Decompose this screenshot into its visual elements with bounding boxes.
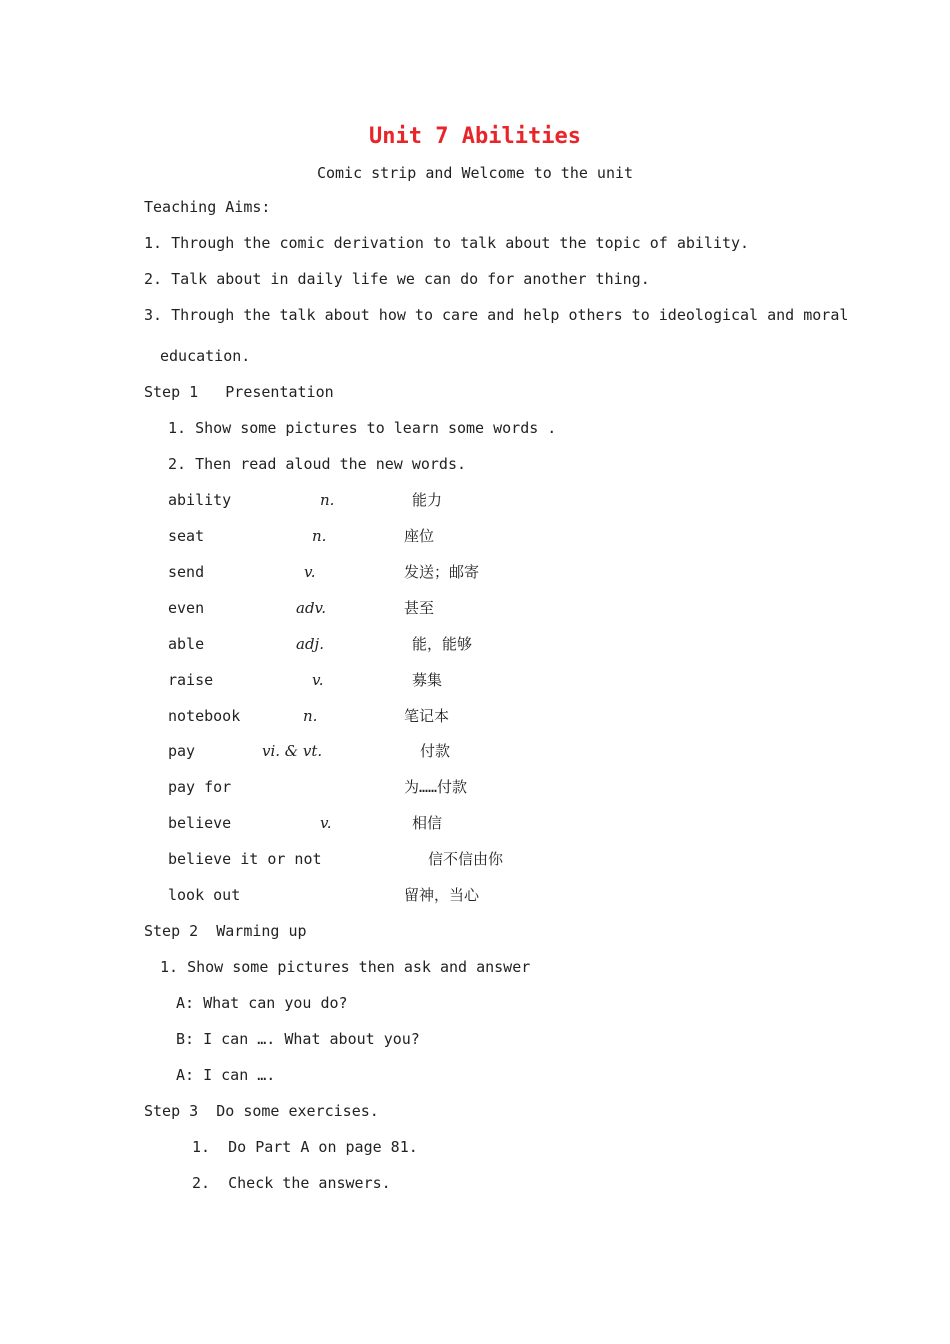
vocab-word: notebook — [168, 707, 241, 725]
vocab-word: ability — [168, 491, 232, 509]
step3-item-1: 1. Do Part A on page 81. — [192, 1138, 418, 1156]
vocab-word: send — [168, 563, 205, 581]
step3-heading: Step 3 Do some exercises. — [144, 1102, 379, 1120]
vocab-word: raise — [168, 671, 214, 689]
vocab-meaning: 甚至 — [404, 599, 435, 617]
aim-item-2: 2. Talk about in daily life we can do for another thing. — [144, 270, 650, 288]
document-title: Unit 7 Abilities — [369, 124, 581, 149]
vocab-pos: v. — [320, 814, 332, 832]
vocab-meaning: 笔记本 — [404, 707, 450, 725]
vocab-word: pay for — [168, 778, 232, 796]
vocab-meaning: 发送；邮寄 — [404, 563, 480, 581]
vocab-meaning: 信不信由你 — [428, 850, 504, 868]
vocab-pos: n. — [320, 491, 335, 509]
dialogue-line-b: B: I can …. What about you? — [176, 1030, 420, 1048]
vocab-word: seat — [168, 527, 205, 545]
step2-heading: Step 2 Warming up — [144, 922, 307, 940]
vocab-meaning: 留神，当心 — [404, 886, 480, 904]
vocab-pos: v. — [312, 671, 324, 689]
vocab-meaning: 座位 — [404, 527, 435, 545]
step2-item-1: 1. Show some pictures then ask and answer — [160, 958, 531, 976]
vocab-meaning: 能，能够 — [412, 635, 473, 653]
vocab-pos: n. — [303, 707, 318, 725]
vocab-pos: v. — [304, 563, 316, 581]
step1-item-1: 1. Show some pictures to learn some words . — [168, 419, 557, 437]
vocab-pos: adj. — [296, 635, 324, 653]
step3-item-2: 2. Check the answers. — [192, 1174, 391, 1192]
aims-heading: Teaching Aims: — [144, 198, 271, 216]
vocab-meaning: 相信 — [412, 814, 443, 832]
vocab-meaning: 为……付款 — [404, 778, 468, 796]
vocab-pos: n. — [312, 527, 327, 545]
vocab-pos: adv. — [296, 599, 327, 617]
vocab-pos: vi. & vt. — [262, 742, 323, 760]
dialogue-line-a2: A: I can …. — [176, 1066, 276, 1084]
vocab-meaning: 能力 — [412, 491, 443, 509]
vocab-word: able — [168, 635, 205, 653]
aim-item-3-continued: education. — [160, 347, 251, 365]
aim-item-3: 3. Through the talk about how to care and help others to ideological and moral — [144, 306, 849, 324]
vocab-word: pay — [168, 742, 196, 760]
vocab-meaning: 付款 — [420, 742, 451, 760]
vocab-meaning: 募集 — [412, 671, 443, 689]
document-subtitle: Comic strip and Welcome to the unit — [316, 164, 634, 182]
dialogue-line-a1: A: What can you do? — [176, 994, 348, 1012]
vocab-word: even — [168, 599, 205, 617]
vocab-word: look out — [168, 886, 241, 904]
aim-item-1: 1. Through the comic derivation to talk about the topic of ability. — [144, 234, 750, 252]
step1-item-2: 2. Then read aloud the new words. — [168, 455, 467, 473]
vocab-word: believe it or not — [168, 850, 322, 868]
step1-heading: Step 1 Presentation — [144, 383, 334, 401]
vocab-word: believe — [168, 814, 232, 832]
